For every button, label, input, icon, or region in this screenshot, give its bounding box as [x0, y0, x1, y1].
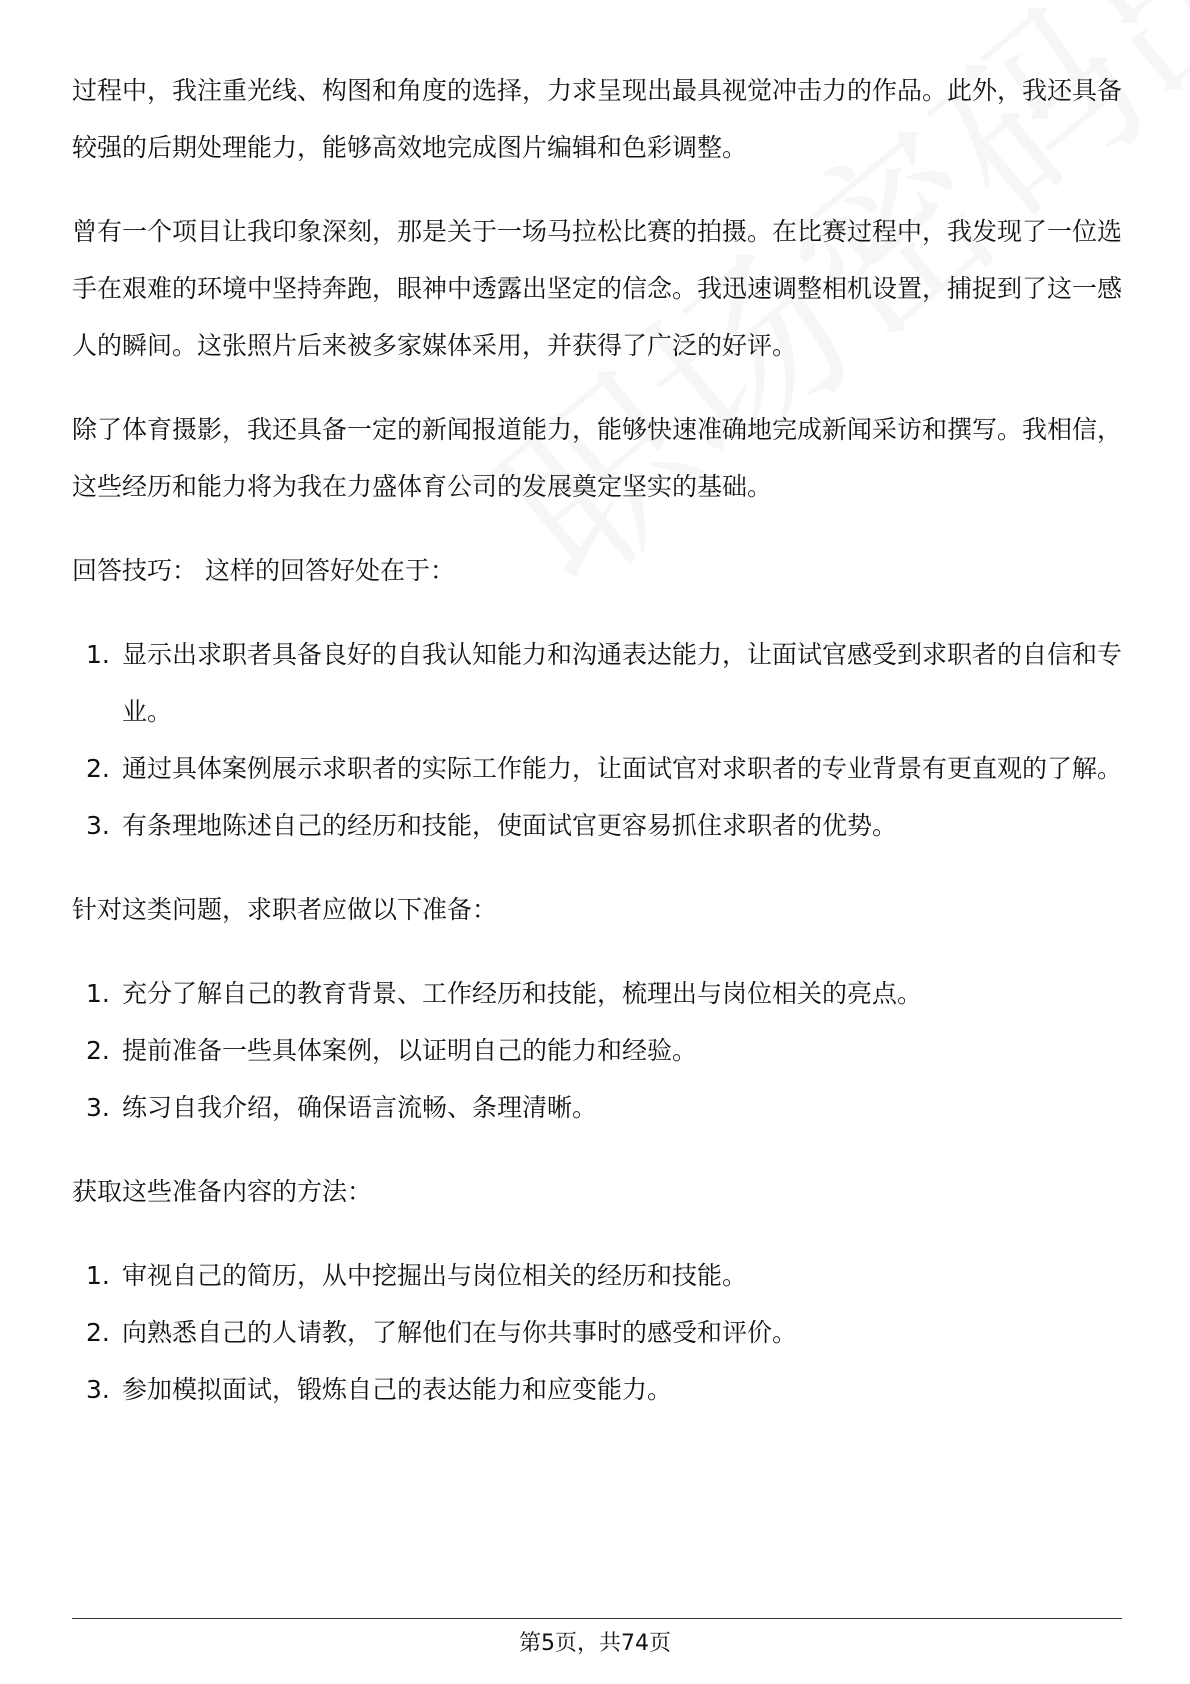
- list-item: [72, 626, 1122, 740]
- list-item: [72, 797, 1122, 854]
- list-item: [72, 965, 1122, 1022]
- list-item: [72, 1304, 1122, 1361]
- method-heading: 获取这些准备内容的方法：: [72, 1177, 373, 1206]
- list-number: 2.: [86, 1318, 110, 1347]
- list-item: [72, 1022, 1122, 1079]
- tips-heading: 回答技巧： 这样的回答好处在于：: [72, 556, 455, 585]
- list-number: 3.: [86, 1093, 110, 1122]
- list-number: 2.: [86, 754, 110, 783]
- list-text: 有条理地陈述自己的经历和技能，使面试官更容易抓住求职者的优势。: [122, 811, 898, 840]
- prep-heading: 针对这类问题，求职者应做以下准备：: [72, 895, 498, 924]
- list-text: 向熟悉自己的人请教，了解他们在与你共事时的感受和评价。: [122, 1318, 798, 1347]
- list-text: 练习自我介绍，确保语言流畅、条理清晰。: [122, 1093, 598, 1122]
- list-number: 1.: [86, 640, 110, 669]
- list-item: [72, 740, 1122, 797]
- list-text: 显示出求职者具备良好的自我认知能力和沟通表达能力，让面试官感受到求职者的自信和专业。: [122, 640, 1123, 726]
- list-number: 1.: [86, 1261, 110, 1290]
- tips-list: [72, 626, 1122, 854]
- list-text: 提前准备一些具体案例，以证明自己的能力和经验。: [122, 1036, 698, 1065]
- list-text: 审视自己的简历，从中挖掘出与岗位相关的经历和技能。: [122, 1261, 748, 1290]
- page-number: 第5页，共74页: [519, 1631, 671, 1656]
- paragraph-3: 除了体育摄影，我还具备一定的新闻报道能力，能够快速准确地完成新闻采访和撰写。我相信，这些经历和能力将为我在力盛体育公司的发展奠定坚实的基础。: [72, 415, 1123, 501]
- footer-divider: [72, 1618, 1122, 1619]
- list-item: [72, 1247, 1122, 1304]
- list-item: [72, 1361, 1122, 1418]
- list-number: 1.: [86, 979, 110, 1008]
- list-number: 2.: [86, 1036, 110, 1065]
- list-text: 参加模拟面试，锻炼自己的表达能力和应变能力。: [122, 1375, 673, 1404]
- list-text: 充分了解自己的教育背景、工作经历和技能，梳理出与岗位相关的亮点。: [122, 979, 923, 1008]
- paragraph-1: 过程中，我注重光线、构图和角度的选择，力求呈现出最具视觉冲击力的作品。此外，我还具备较强的后期处理能力，能够高效地完成图片编辑和色彩调整。: [72, 76, 1123, 162]
- list-text: 通过具体案例展示求职者的实际工作能力，让面试官对求职者的专业背景有更直观的了解。: [122, 754, 1123, 783]
- prep-list: [72, 965, 1122, 1136]
- paragraph-2: 曾有一个项目让我印象深刻，那是关于一场马拉松比赛的拍摄。在比赛过程中，我发现了一位选手在艰难的环境中坚持奔跑，眼神中透露出坚定的信念。我迅速调整相机设置，捕捉到了这一感人的瞬间。这张照片后来被多家媒体采用，并获得了广泛的好评。: [72, 217, 1123, 360]
- list-number: 3.: [86, 1375, 110, 1404]
- list-item: [72, 1079, 1122, 1136]
- list-number: 3.: [86, 811, 110, 840]
- document-body: [72, 62, 1122, 1445]
- method-list: [72, 1247, 1122, 1418]
